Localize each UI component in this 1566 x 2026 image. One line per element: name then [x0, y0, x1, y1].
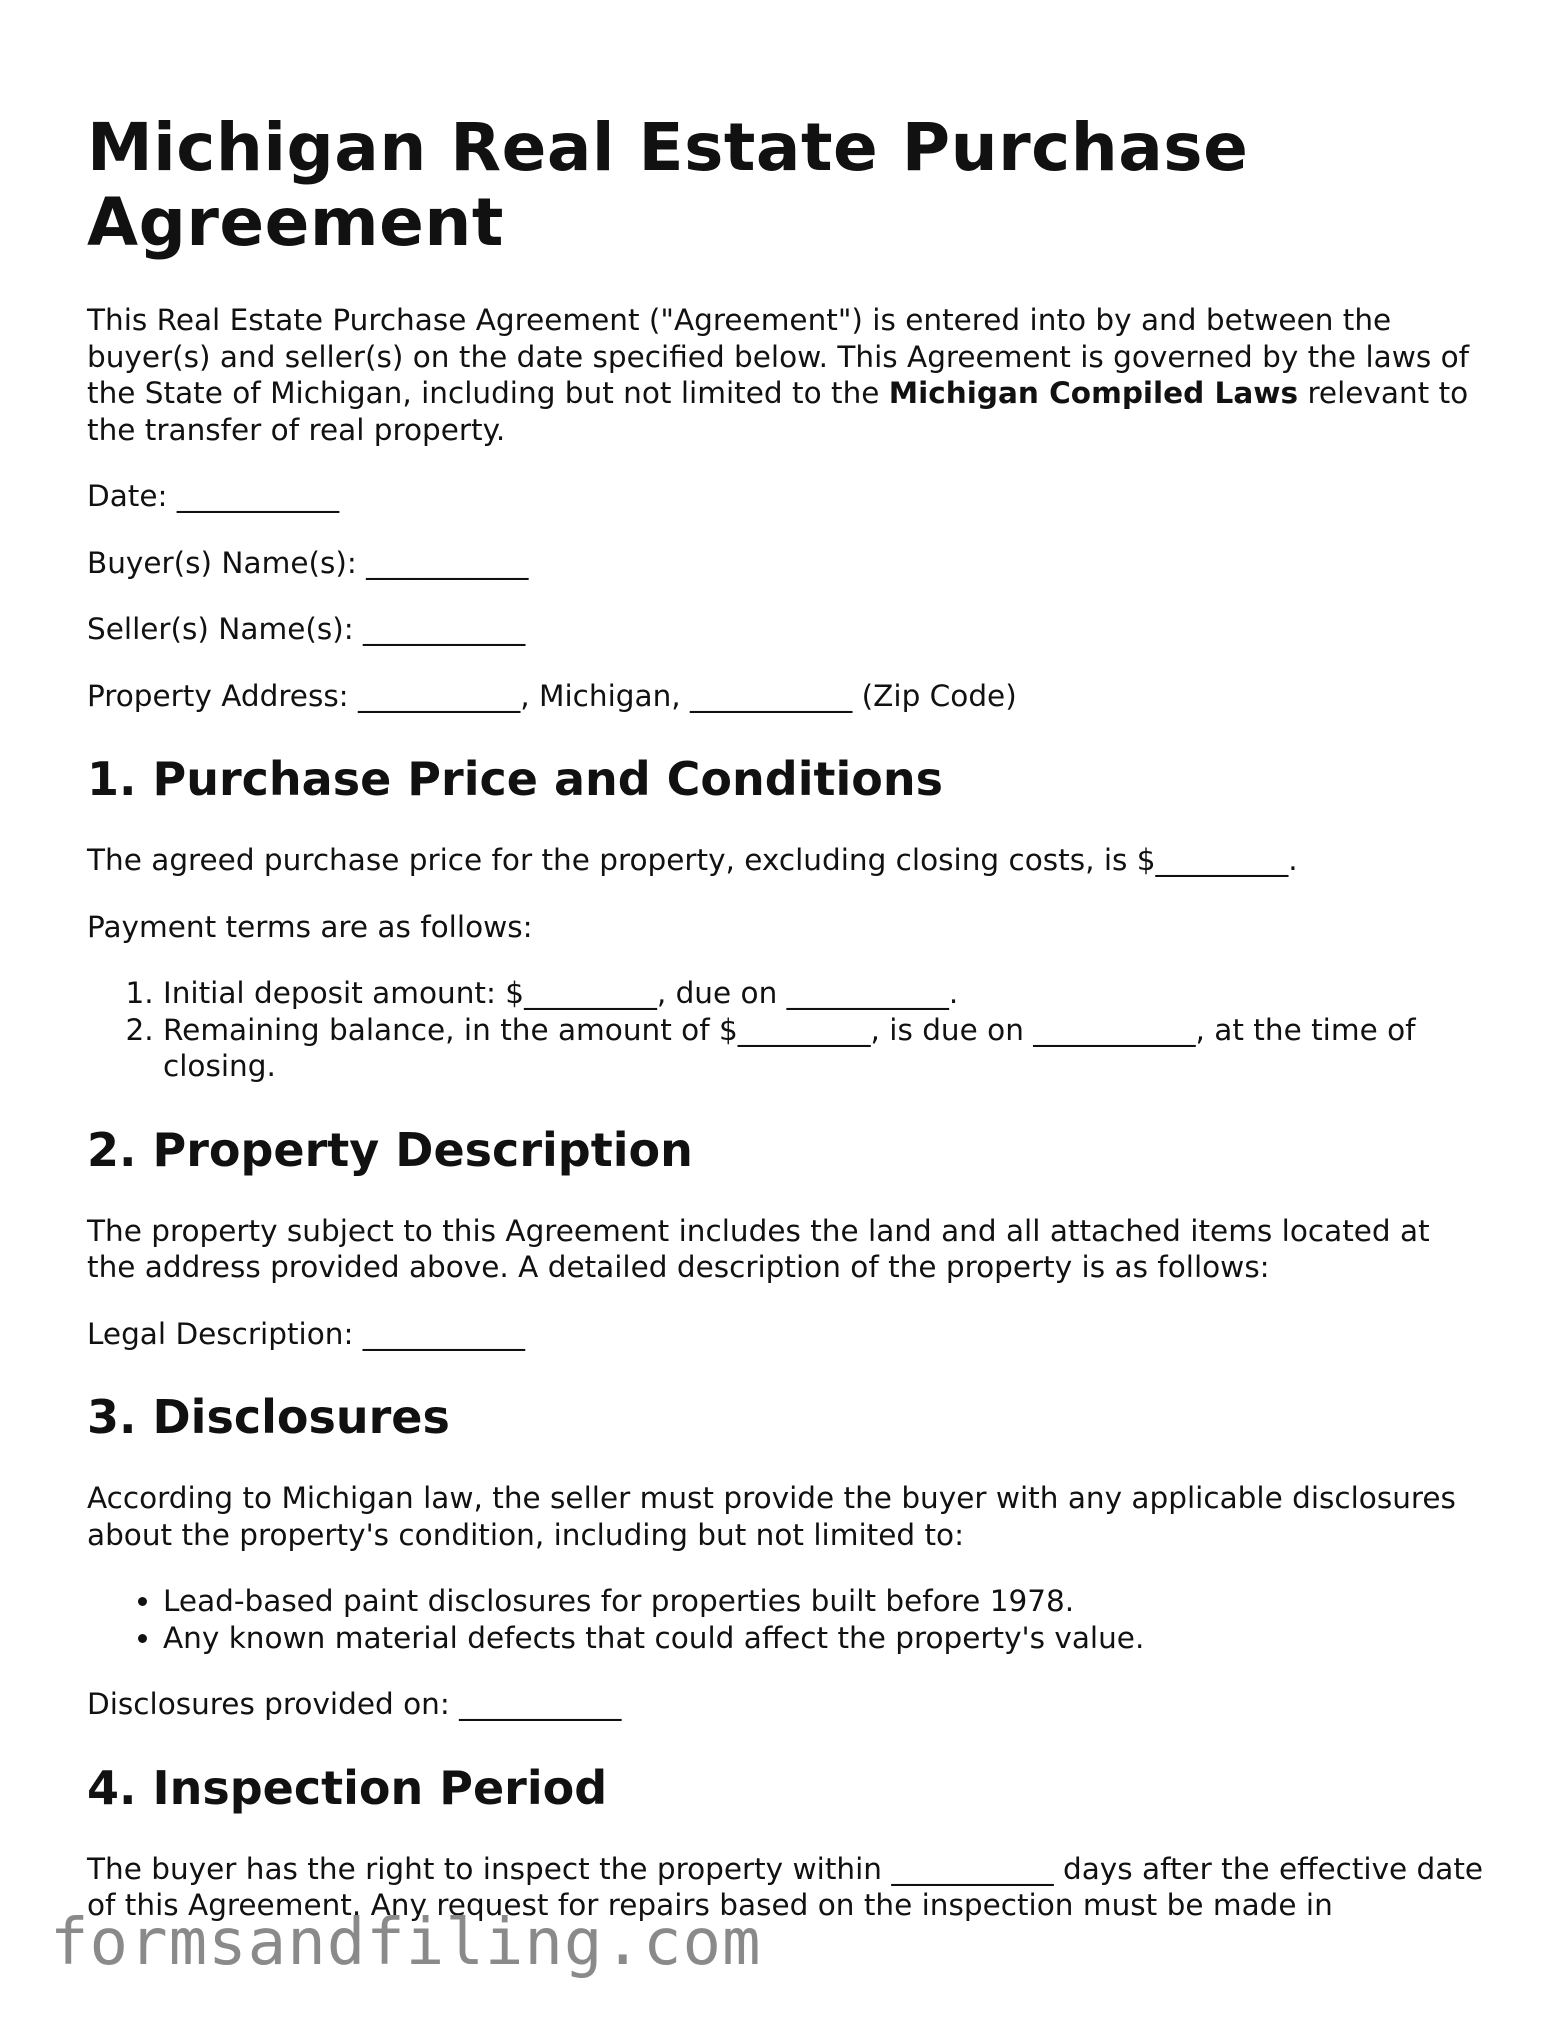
- section-3-heading: 3. Disclosures: [87, 1390, 450, 1444]
- property-description-text: The property subject to this Agreement includes the land and all attached items located at the address provided above. A detailed description of the property is as follows:: [87, 1213, 1430, 1284]
- intro-text-end: relevant to the transfer of real property.: [87, 376, 1469, 447]
- intro-text-start: This Real Estate Purchase Agreement ("Agreement") is entered into by and between the buyer(s) and seller(s) on the date specified below. This Agreement is governed by the laws of the State of Michigan, including but not limited to the: [87, 303, 1470, 410]
- property-address-field: Property Address: ___________, Michigan, ___________ (Zip Code): [87, 678, 1017, 713]
- document-page: [87, 98, 1487, 1954]
- list-item: • Any known material defects that could affect the property's value.: [163, 1620, 1487, 1657]
- payment-terms-intro: Payment terms are as follows:: [87, 909, 533, 944]
- inspection-period-text: The buyer has the right to inspect the property within ___________ days after the effective date of this Agreement. Any request for repairs based on the inspection must be made in: [87, 1851, 1484, 1922]
- payment-terms-list: [87, 975, 1487, 1085]
- list-item: 1. Initial deposit amount: $_________, due on ___________.: [163, 975, 1487, 1012]
- section-2-heading: 2. Property Description: [87, 1122, 693, 1177]
- list-item: • Lead-based paint disclosures for properties built before 1978.: [163, 1583, 1487, 1620]
- disclosures-list: [87, 1583, 1487, 1656]
- section-1-heading: 1. Purchase Price and Conditions: [87, 752, 943, 806]
- purchase-price-text: The agreed purchase price for the property, excluding closing costs, is $_________.: [87, 843, 1298, 877]
- document-title: Michigan Real Estate Purchase Agreement: [87, 109, 1249, 261]
- watermark: formsandfiling.com: [50, 1906, 762, 1980]
- section-4-heading: 4. Inspection Period: [87, 1760, 608, 1815]
- list-item: 2. Remaining balance, in the amount of $_________, is due on ___________, at the time of closing.: [163, 1012, 1487, 1085]
- buyer-name-field: Buyer(s) Name(s): ___________: [87, 545, 529, 580]
- intro-paragraph: [87, 302, 1487, 448]
- intro-bold-term: Michigan Compiled Laws: [888, 376, 1299, 410]
- legal-description-field: Legal Description: ___________: [87, 1316, 526, 1351]
- disclosures-provided-field: Disclosures provided on: ___________: [87, 1687, 622, 1721]
- disclosures-text: According to Michigan law, the seller must provide the buyer with any applicable disclosures about the property's condition, including but not limited to:: [87, 1481, 1456, 1552]
- seller-name-field: Seller(s) Name(s): ___________: [87, 612, 526, 646]
- date-field: Date: ___________: [87, 479, 340, 513]
